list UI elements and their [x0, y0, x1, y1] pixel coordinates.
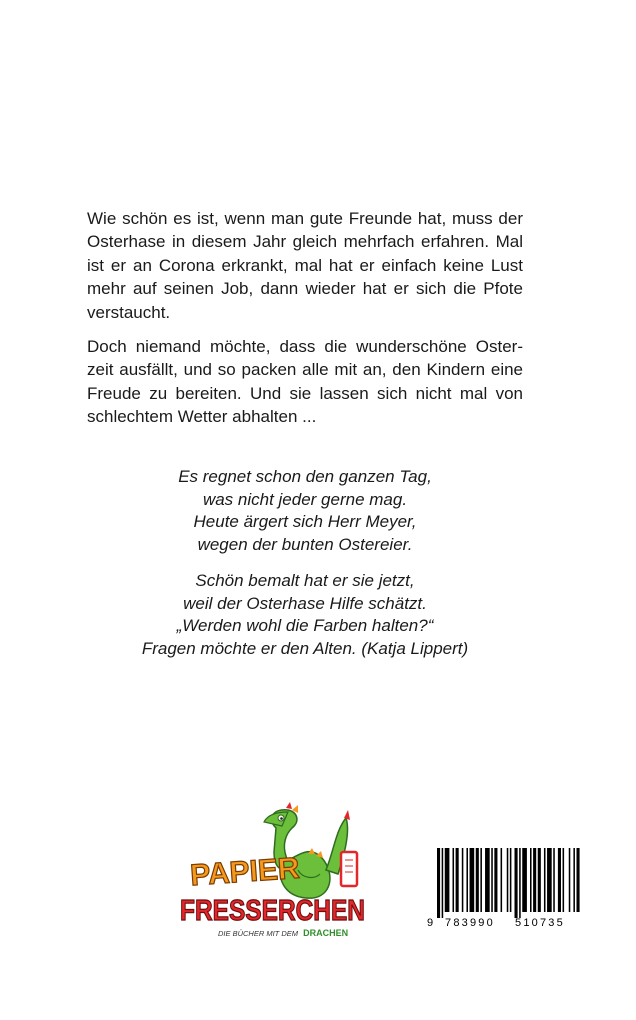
poem-stanza-2: [100, 570, 510, 660]
logo-tagline-prefix: DIE BÜCHER MIT DEM: [218, 929, 299, 938]
poem-line: wegen der bunten Ostereier.: [197, 534, 413, 554]
blurb-line: Doch niemand möchte, dass die wunderschöne Oster-: [87, 337, 523, 356]
barcode-bar: [563, 848, 565, 912]
logo-tagline: [218, 928, 348, 938]
barcode-bar: [491, 848, 493, 912]
barcode-bar: [569, 848, 571, 912]
poem-line: weil der Osterhase Hilfe schätzt.: [183, 593, 427, 613]
barcode-bar: [510, 848, 512, 912]
barcode-bar: [480, 848, 482, 912]
poem-line: „Werden wohl die Farben halten?“: [176, 616, 434, 635]
logo-word-fresserchen: FRESSERCHEN: [180, 895, 365, 927]
blurb-line: Osterhase in diesem Jahr gleich mehrfach erfahren. Mal: [87, 232, 523, 252]
barcode-bar: [573, 848, 575, 912]
barcode-bar: [544, 848, 546, 912]
blurb-line: mehr auf seinen Job, dann wieder hat er sich die Pfote: [87, 279, 523, 299]
poem-line: Heute ärgert sich Herr Meyer,: [193, 512, 417, 531]
poem-stanza-1: [100, 466, 510, 556]
barcode-bar: [501, 848, 503, 912]
barcode-bar: [466, 848, 468, 912]
barcode-bar: [485, 848, 490, 912]
barcode-bar: [553, 848, 555, 912]
barcode-bar: [522, 848, 527, 912]
barcode-bar: [530, 848, 532, 912]
blurb-paragraph-1: [87, 207, 523, 324]
barcode-bar: [445, 848, 450, 912]
blurb-line: zeit ausfällt, und so packen alle mit an, den Kindern eine: [87, 360, 523, 380]
barcode-bar: [476, 848, 479, 912]
publisher-logo: [178, 800, 370, 945]
barcode-digits-left: 783990: [445, 917, 495, 929]
poem-line: was nicht jeder gerne mag.: [202, 489, 408, 509]
poem-line: Schön bemalt hat er sie jetzt,: [195, 571, 415, 590]
poem-line: Es regnet schon den ganzen Tag,: [178, 467, 432, 486]
barcode-lead-digit: 9: [427, 917, 434, 929]
blurb-line: Freude zu bereiten. Und sie lassen sich nicht mal von: [87, 383, 523, 403]
barcode-bar: [538, 848, 541, 912]
barcode-bar: [547, 848, 552, 912]
barcode-digits-right: 510735: [515, 917, 565, 929]
blurb-line: verstaucht.: [87, 302, 171, 322]
logo-tagline-highlight: DRACHEN: [303, 928, 349, 938]
barcode-bar: [437, 848, 440, 918]
barcode-bar: [494, 848, 497, 912]
barcode-bar: [442, 848, 444, 918]
barcode-bar: [453, 848, 455, 912]
barcode-bar: [515, 848, 518, 918]
blurb-line: ist er an Corona erkrankt, mal hat er einfach keine Lust: [87, 255, 523, 275]
barcode-bar: [470, 848, 475, 912]
blurb-line: Wie schön es ist, wenn man gute Freunde hat, muss der: [87, 209, 523, 228]
barcode-bar: [456, 848, 459, 912]
barcode-bar: [462, 848, 464, 912]
logo-word-papier: PAPIER: [189, 851, 301, 893]
barcode-bar: [533, 848, 536, 912]
barcode-bars: [437, 848, 580, 918]
barcode-bar: [507, 848, 509, 912]
blurb-paragraph-2: [87, 335, 523, 429]
poem-line: Fragen möchte er den Alten. (Katja Lippert): [141, 638, 469, 658]
barcode-bar: [558, 848, 561, 912]
isbn-barcode: [425, 848, 585, 928]
barcode-bar: [519, 848, 521, 918]
barcode-bar: [577, 848, 580, 912]
blurb-line: schlechtem Wetter abhalten ...: [87, 407, 317, 427]
